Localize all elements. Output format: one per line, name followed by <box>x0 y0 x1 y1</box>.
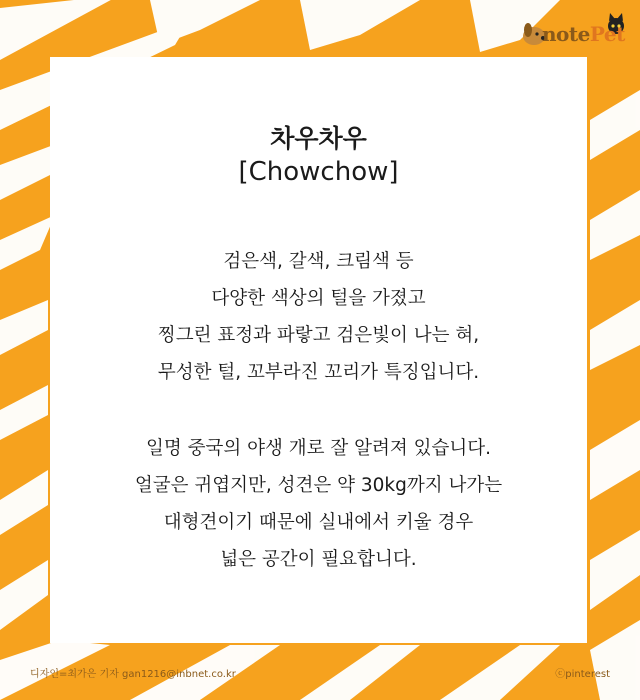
image-source-credit: ⓒpinterest <box>555 669 610 680</box>
logo-word-pet: Pet <box>589 22 625 46</box>
logo-wordmark <box>542 22 625 46</box>
notepet-logo <box>520 12 632 56</box>
paragraph-line: 검은색, 갈색, 크림색 등 <box>223 251 414 272</box>
paragraph-line: 무성한 털, 꼬부라진 꼬리가 특징입니다. <box>157 362 480 383</box>
title-korean: 차우차우 <box>270 124 367 153</box>
paragraph-line: 다양한 색상의 털을 가졌고 <box>211 288 426 309</box>
paragraph-line: 얼굴은 귀엽지만, 성견은 약 30kg까지 나가는 <box>134 475 503 496</box>
paragraph-line: 대형견이기 때문에 실내에서 키울 경우 <box>163 512 474 533</box>
paragraph-line: 넓은 공간이 필요합니다. <box>220 549 417 570</box>
paragraph-line: 찡그린 표정과 파랗고 검은빛이 나는 혀, <box>157 325 480 346</box>
designer-credit: 디자인=최가은 기자 gan1216@inbnet.co.kr <box>30 669 236 680</box>
paragraph-line: 일명 중국의 야생 개로 잘 알려져 있습니다. <box>146 438 491 459</box>
title-english: [Chowchow] <box>238 157 399 187</box>
logo-word-note: note <box>542 22 590 46</box>
description-paragraph-2 <box>50 430 587 578</box>
description-paragraph-1 <box>50 243 587 391</box>
info-card <box>50 57 587 643</box>
